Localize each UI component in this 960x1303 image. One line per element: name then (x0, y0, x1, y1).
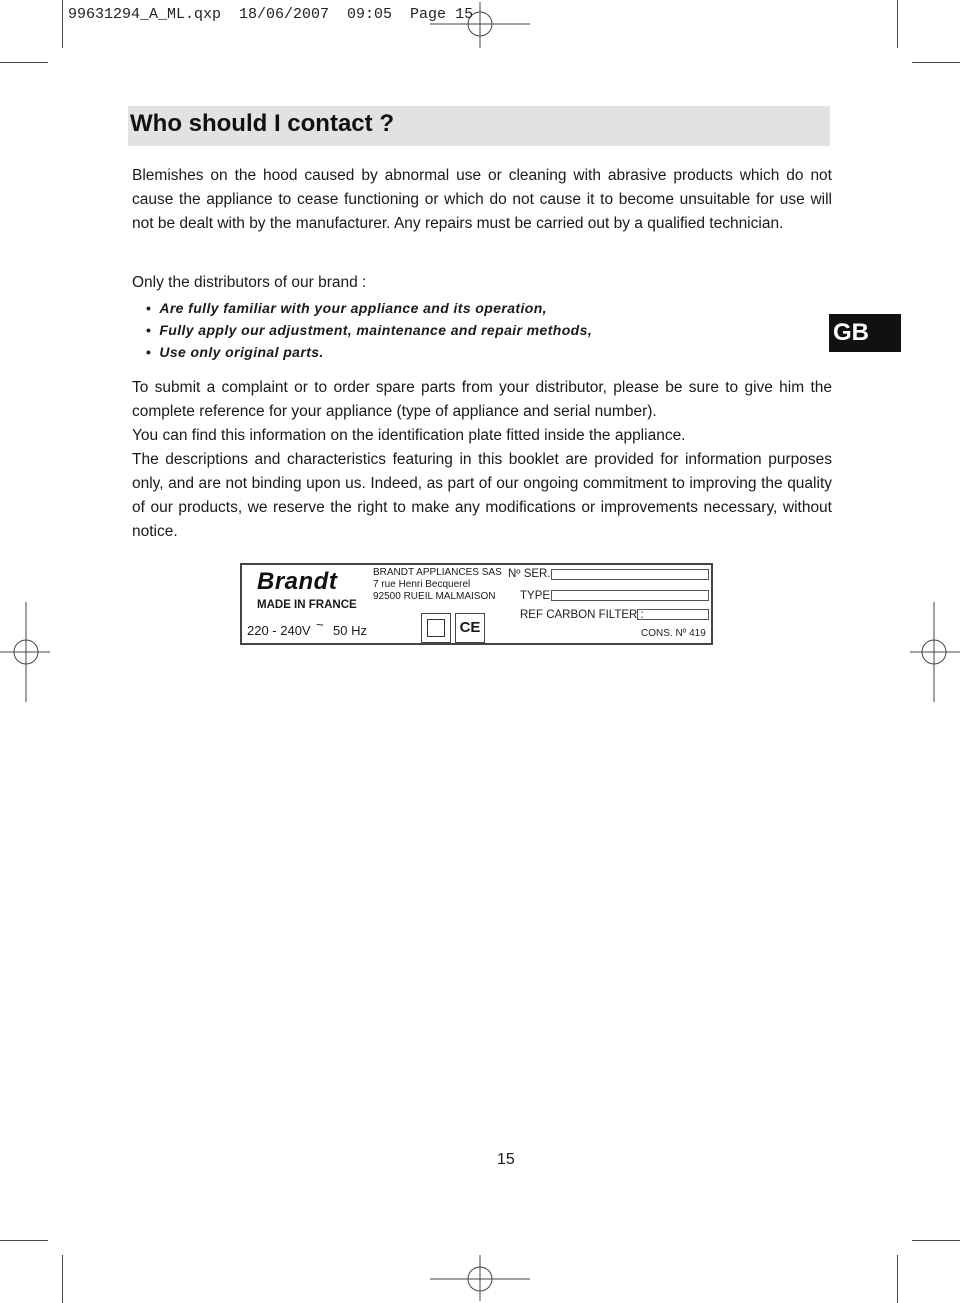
double-insulation-inner-icon (427, 619, 445, 637)
paragraph-complaints (132, 376, 832, 544)
distributors-intro: Only the distributors of our brand : (132, 274, 367, 291)
crop-mark (897, 1255, 898, 1303)
distributor-list (146, 297, 592, 363)
page-number: 15 (497, 1151, 515, 1168)
page-title: Who should I contact ? (130, 110, 394, 137)
cons-label: CONS. Nº 419 (641, 628, 706, 639)
company-name: BRANDT APPLIANCES SAS (373, 567, 502, 578)
made-in-label: MADE IN FRANCE (257, 599, 357, 611)
list-item: • Fully apply our adjustment, maintenance and repair methods, (146, 319, 592, 341)
crop-mark (0, 1240, 48, 1241)
serial-number-field (551, 569, 709, 580)
paragraph-complaint: To submit a complaint or to order spare parts from your distributor, please be sure to give him the complete reference for your appliance (type of appliance and serial number). (132, 379, 832, 420)
voltage-label: 220 - 240V (247, 623, 311, 638)
registration-mark-left-icon (0, 602, 50, 702)
serial-number-label: Nº SER. (508, 568, 551, 580)
registration-mark-right-icon (910, 602, 960, 702)
registration-mark-bottom-icon (430, 1255, 530, 1301)
type-label: TYPE (520, 590, 551, 602)
paragraph-identification-plate: You can find this information on the identification plate fitted inside the appliance. (132, 427, 686, 444)
frequency-label: 50 Hz (333, 623, 367, 638)
language-tab: GB (829, 314, 901, 352)
paragraph-blemishes: Blemishes on the hood caused by abnormal use or cleaning with abrasive products which do not cause the appliance to cease functioning or which do not cause it to become unsuitable for use will not be dealt with by the manufacturer. Any repairs must be carried out by a qualified technician. (132, 167, 832, 232)
carbon-filter-label: REF CARBON FILTER : (520, 609, 644, 621)
carbon-filter-field (637, 609, 709, 620)
brand-logo: Brandt (257, 568, 338, 595)
ce-mark: CE (455, 613, 485, 643)
type-field (551, 590, 709, 601)
print-slug: 99631294_A_ML.qxp 18/06/2007 09:05 Page 15 (68, 6, 474, 23)
crop-mark (897, 0, 898, 48)
crop-mark (62, 0, 63, 48)
company-street: 7 rue Henri Becquerel (373, 579, 471, 590)
list-item: • Use only original parts. (146, 341, 592, 363)
crop-mark (0, 62, 48, 63)
crop-mark (912, 1240, 960, 1241)
company-city: 92500 RUEIL MALMAISON (373, 591, 496, 602)
list-item: • Are fully familiar with your appliance and its operation, (146, 297, 592, 319)
crop-mark (912, 62, 960, 63)
crop-mark (62, 1255, 63, 1303)
ac-symbol: ~ (316, 617, 324, 632)
paragraph-disclaimer: The descriptions and characteristics featuring in this booklet are provided for information purposes only, and are not binding upon us. Indeed, as part of our ongoing commitment to improving the quality of our products, we reserve the right to make any modifications or improvements necessary, without notice. (132, 451, 832, 540)
